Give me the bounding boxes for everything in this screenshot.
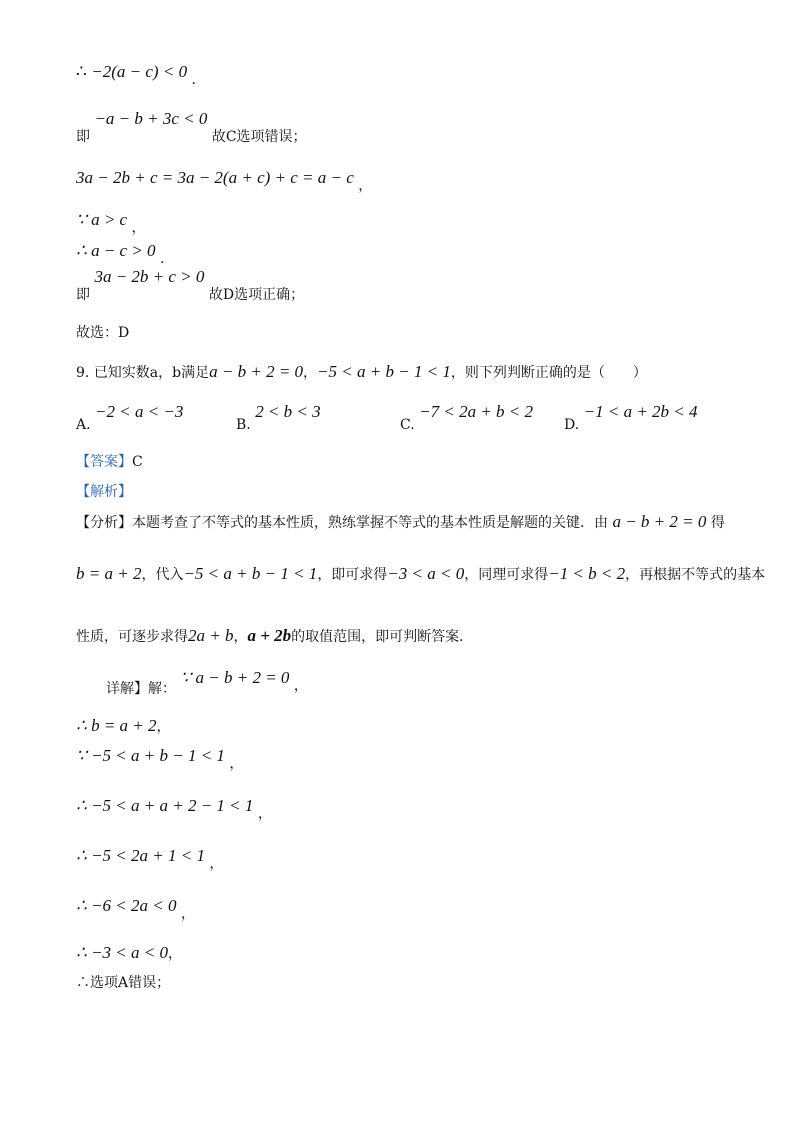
punctuation: ， xyxy=(293,678,308,694)
answer-tag: 【答案】 xyxy=(76,454,132,470)
text: 性质，可逐步求得 xyxy=(76,629,188,645)
option-math: −7 < 2a + b < 2 xyxy=(419,402,534,421)
solution-head xyxy=(106,668,308,697)
text: 【分析】本题考查了不等式的基本性质，熟练掌握不等式的基本性质是解题的关键．由 xyxy=(76,515,608,531)
math-expression: ∴ −6 < 2a < 0 xyxy=(76,896,177,915)
answer-value: C xyxy=(132,454,143,470)
punctuation: ， xyxy=(180,906,195,922)
option-label: D. xyxy=(564,417,580,433)
math-expression: −a − b + 3c < 0 xyxy=(94,109,208,128)
analysis-paragraph-3 xyxy=(76,626,473,647)
proof-line-2 xyxy=(76,109,307,145)
analysis-tag-line xyxy=(76,482,132,502)
text: 故C选项错误； xyxy=(211,129,307,145)
solution-step xyxy=(76,896,195,922)
option-b xyxy=(236,402,321,433)
punctuation: ， xyxy=(156,719,171,735)
proof-line-4 xyxy=(76,210,146,236)
punctuation: . xyxy=(160,251,165,267)
text: 已知实数a，b满足 xyxy=(93,365,210,381)
proof-line-1 xyxy=(76,62,196,88)
punctuation: ， xyxy=(358,178,373,194)
solution-conclusion xyxy=(76,973,170,993)
math-expression: ∴ a − c > 0 xyxy=(76,241,156,260)
math-expression: ∵ −5 < a + b − 1 < 1 xyxy=(76,746,225,765)
text: 的取值范围，即可判断答案． xyxy=(291,629,474,645)
math-expression: 2a + b xyxy=(188,626,234,645)
option-d xyxy=(564,402,698,433)
punctuation: . xyxy=(191,72,196,88)
punctuation: ， xyxy=(131,220,146,236)
option-c xyxy=(400,402,534,433)
text: ，代入 xyxy=(141,567,184,583)
option-label: C. xyxy=(400,417,415,433)
math-expression: a + 2b xyxy=(247,626,292,645)
math-expression: ∴ −5 < 2a + 1 < 1 xyxy=(76,846,205,865)
option-math: −2 < a < −3 xyxy=(95,402,184,421)
question-stem xyxy=(76,362,647,383)
proof-line-3 xyxy=(76,168,373,194)
option-math: −1 < a + 2b < 4 xyxy=(583,402,698,421)
math-expression: 3a − 2b + c > 0 xyxy=(94,267,205,286)
text: 即 xyxy=(76,287,90,303)
text: 得 xyxy=(710,515,725,531)
math-expression: a − b + 2 = 0 xyxy=(209,362,304,381)
question-number: 9. xyxy=(76,365,90,381)
math-expression: −5 < a + b − 1 < 1 xyxy=(183,564,318,583)
option-label: B. xyxy=(236,417,251,433)
punctuation: ， xyxy=(257,806,272,822)
text: 故选：D xyxy=(76,325,130,341)
solution-step xyxy=(76,796,272,822)
option-label: A. xyxy=(76,417,91,433)
punctuation: ， xyxy=(229,756,244,772)
text: 详解】解： xyxy=(106,681,176,697)
proof-line-5 xyxy=(76,241,165,267)
text: ，则下列判断正确的是（ ） xyxy=(450,365,647,381)
math-expression: ∵ a > c xyxy=(76,210,128,229)
math-expression: ∴ b = a + 2 xyxy=(76,716,157,735)
answer-line xyxy=(76,452,143,472)
text: ∴选项A错误； xyxy=(76,975,171,991)
solution-step xyxy=(76,846,224,872)
text: ，再根据不等式的基本 xyxy=(625,567,766,583)
text: ， xyxy=(303,365,318,381)
therefore-symbol: ∴ xyxy=(76,62,87,81)
math-expression: a − b + 2 = 0 xyxy=(612,512,707,531)
math-expression: −2(a − c) < 0 xyxy=(91,62,188,81)
math-expression: 3a − 2b + c = 3a − 2(a + c) + c = a − c xyxy=(76,168,354,187)
text: ，同理可求得 xyxy=(464,567,549,583)
math-expression: b = a + 2 xyxy=(76,564,142,583)
text: ， xyxy=(233,629,248,645)
solution-step xyxy=(76,716,171,737)
math-expression: ∴ −5 < a + a + 2 − 1 < 1 xyxy=(76,796,254,815)
option-a xyxy=(76,402,184,433)
text: ，即可求得 xyxy=(317,567,388,583)
option-math: 2 < b < 3 xyxy=(255,402,321,421)
analysis-paragraph-1 xyxy=(76,512,725,533)
math-expression: ∵ a − b + 2 = 0 xyxy=(180,668,290,687)
solution-step xyxy=(76,746,244,772)
math-expression: −1 < b < 2 xyxy=(548,564,626,583)
math-expression: −5 < a + b − 1 < 1 xyxy=(317,362,451,381)
punctuation: ， xyxy=(167,946,182,962)
analysis-paragraph-2 xyxy=(76,564,765,585)
text: 即 xyxy=(76,129,90,145)
analysis-tag: 【解析】 xyxy=(76,484,132,500)
text: 故D选项正确； xyxy=(208,287,305,303)
punctuation: ， xyxy=(209,856,224,872)
math-expression: ∴ −3 < a < 0 xyxy=(76,943,168,962)
math-expression: −3 < a < 0 xyxy=(387,564,465,583)
solution-step xyxy=(76,943,182,964)
proof-line-7 xyxy=(76,323,129,343)
proof-line-6 xyxy=(76,267,305,303)
